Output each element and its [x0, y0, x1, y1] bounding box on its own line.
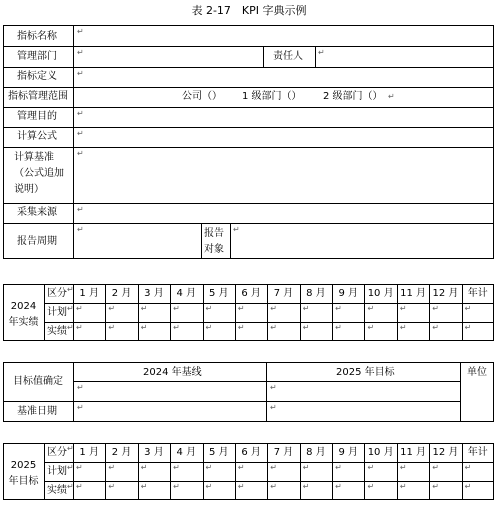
paragraph-mark: ↵	[76, 304, 83, 313]
month-header: 5 月	[208, 288, 229, 299]
paragraph-mark: ↵	[67, 444, 74, 453]
paragraph-mark: ↵	[270, 383, 277, 392]
paragraph-mark: ↵	[108, 304, 116, 313]
scope-company-option: 公司（）	[182, 91, 222, 102]
month-header: 9 月	[338, 447, 359, 458]
label-department: 管理部门	[17, 51, 57, 62]
label-basis: 计算基准（公式追加说明）	[14, 152, 64, 195]
paragraph-mark: ↵	[77, 149, 84, 158]
paragraph-mark: ↵	[318, 48, 325, 57]
month-header: 2 月	[111, 288, 132, 299]
month-header: 9 月	[338, 288, 359, 299]
label-report-target: 报告对象	[204, 228, 224, 255]
month-header: 1 月	[79, 288, 99, 299]
paragraph-mark: ↵	[173, 304, 180, 313]
month-header: 2 月	[111, 447, 132, 458]
paragraph-mark: ↵	[367, 482, 375, 491]
label-owner: 责任人	[273, 51, 303, 62]
row-label: 区分	[47, 447, 67, 458]
label-report-cycle: 报告周期	[17, 236, 57, 247]
paragraph-mark: ↵	[205, 463, 213, 472]
label-source: 采集来源	[17, 207, 57, 218]
paragraph-mark: ↵	[367, 463, 375, 472]
paragraph-mark: ↵	[77, 27, 84, 36]
paragraph-mark: ↵	[270, 304, 277, 313]
paragraph-mark: ↵	[270, 323, 277, 332]
paragraph-mark: ↵	[77, 129, 84, 138]
paragraph-mark: ↵	[432, 463, 439, 472]
paragraph-mark: ↵	[205, 323, 213, 332]
month-header: 6 月	[241, 288, 261, 299]
month-header: 3 月	[144, 447, 164, 458]
table-title: 表 2-17 KPI 字典示例	[191, 4, 307, 17]
label-purpose: 管理目的	[17, 111, 57, 122]
paragraph-mark: ↵	[432, 323, 439, 332]
month-header: 3 月	[144, 288, 164, 299]
paragraph-mark: ↵	[77, 383, 84, 392]
paragraph-mark: ↵	[335, 482, 342, 491]
paragraph-mark: ↵	[464, 304, 472, 313]
row-label: 实绩	[47, 485, 67, 496]
month-header: 12 月	[432, 288, 459, 299]
year-label: 2025 年目标	[8, 459, 39, 487]
paragraph-mark: ↵	[399, 304, 407, 313]
paragraph-mark: ↵	[302, 323, 310, 332]
month-header: 4 月	[176, 288, 197, 299]
label-indicator-name: 指标名称	[17, 31, 57, 42]
paragraph-mark: ↵	[67, 323, 74, 332]
paragraph-mark: ↵	[464, 463, 472, 472]
paragraph-mark: ↵	[108, 463, 116, 472]
month-header: 年计	[467, 288, 488, 299]
grid-line	[44, 284, 45, 341]
paragraph-mark: ↵	[140, 323, 148, 332]
month-header: 10 月	[367, 447, 394, 458]
year-label: 2024 年实绩	[8, 300, 39, 328]
label-formula: 计算公式	[17, 131, 57, 142]
paragraph-mark: ↵	[388, 92, 395, 101]
paragraph-mark: ↵	[67, 463, 74, 472]
label-base-date: 基准日期	[17, 406, 57, 417]
paragraph-mark: ↵	[108, 482, 116, 491]
month-header: 8 月	[306, 288, 326, 299]
paragraph-mark: ↵	[367, 323, 375, 332]
paragraph-mark: ↵	[237, 463, 245, 472]
paragraph-mark: ↵	[237, 304, 245, 313]
paragraph-mark: ↵	[140, 482, 148, 491]
label-scope: 指标管理范围	[8, 91, 68, 102]
paragraph-mark: ↵	[205, 482, 213, 491]
paragraph-mark: ↵	[77, 48, 84, 57]
paragraph-mark: ↵	[399, 482, 407, 491]
paragraph-mark: ↵	[76, 463, 83, 472]
paragraph-mark: ↵	[335, 323, 342, 332]
row-label: 计划	[47, 307, 67, 318]
paragraph-mark: ↵	[140, 304, 148, 313]
paragraph-mark: ↵	[67, 482, 74, 491]
paragraph-mark: ↵	[302, 482, 310, 491]
paragraph-mark: ↵	[432, 304, 439, 313]
month-header: 12 月	[432, 447, 459, 458]
paragraph-mark: ↵	[173, 463, 180, 472]
paragraph-mark: ↵	[399, 323, 407, 332]
paragraph-mark: ↵	[67, 285, 74, 294]
month-header: 8 月	[306, 447, 326, 458]
paragraph-mark: ↵	[77, 109, 84, 118]
paragraph-mark: ↵	[270, 482, 277, 491]
month-header: 1 月	[79, 447, 99, 458]
paragraph-mark: ↵	[399, 463, 407, 472]
paragraph-mark: ↵	[77, 403, 84, 412]
paragraph-mark: ↵	[108, 323, 116, 332]
paragraph-mark: ↵	[237, 482, 245, 491]
month-header: 4 月	[176, 447, 197, 458]
paragraph-mark: ↵	[233, 225, 240, 234]
header-2024-baseline: 2024 年基线	[143, 367, 202, 378]
header-2025-target: 2025 年目标	[336, 367, 395, 378]
paragraph-mark: ↵	[335, 304, 342, 313]
paragraph-mark: ↵	[302, 304, 310, 313]
month-header: 年计	[467, 447, 488, 458]
grid-line	[44, 443, 45, 500]
month-header: 6 月	[241, 447, 261, 458]
header-unit: 单位	[467, 367, 487, 378]
paragraph-mark: ↵	[76, 482, 83, 491]
month-header: 7 月	[273, 447, 294, 458]
paragraph-mark: ↵	[335, 463, 342, 472]
paragraph-mark: ↵	[173, 482, 180, 491]
month-header: 11 月	[400, 447, 426, 458]
paragraph-mark: ↵	[77, 225, 84, 234]
row-label: 计划	[47, 466, 67, 477]
paragraph-mark: ↵	[205, 304, 213, 313]
paragraph-mark: ↵	[302, 463, 310, 472]
month-header: 11 月	[400, 288, 426, 299]
scope-level1-option: 1 级部门（）	[242, 91, 302, 102]
paragraph-mark: ↵	[237, 323, 245, 332]
month-header: 7 月	[273, 288, 294, 299]
row-label: 实绩	[47, 326, 67, 337]
paragraph-mark: ↵	[173, 323, 180, 332]
paragraph-mark: ↵	[76, 323, 83, 332]
paragraph-mark: ↵	[77, 69, 84, 78]
paragraph-mark: ↵	[367, 304, 375, 313]
label-target-determination: 目标值确定	[13, 376, 63, 387]
paragraph-mark: ↵	[77, 205, 84, 214]
paragraph-mark: ↵	[270, 403, 277, 412]
row-label: 区分	[47, 288, 67, 299]
paragraph-mark: ↵	[140, 463, 148, 472]
label-definition: 指标定义	[17, 71, 57, 82]
paragraph-mark: ↵	[432, 482, 439, 491]
month-header: 5 月	[208, 447, 229, 458]
paragraph-mark: ↵	[464, 482, 472, 491]
month-header: 10 月	[367, 288, 394, 299]
paragraph-mark: ↵	[464, 323, 472, 332]
paragraph-mark: ↵	[270, 463, 277, 472]
paragraph-mark: ↵	[67, 304, 74, 313]
scope-level2-option: 2 级部门（）	[323, 91, 383, 102]
